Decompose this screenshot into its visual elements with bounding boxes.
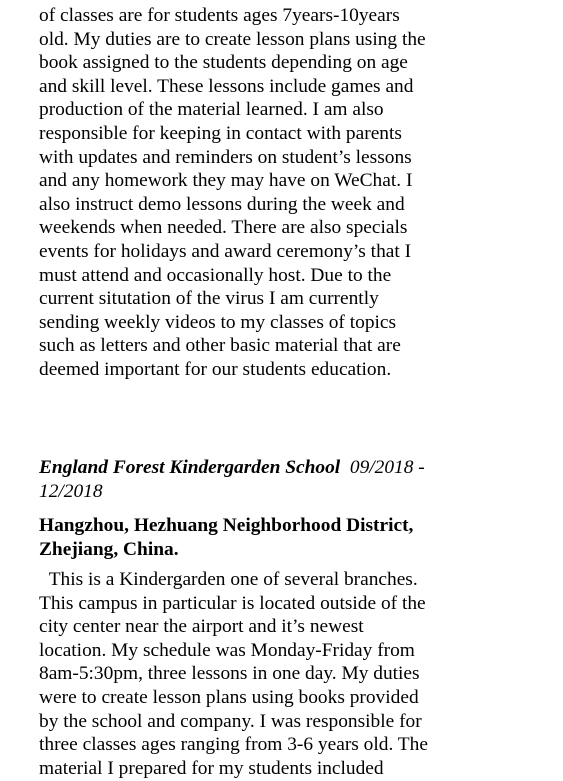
text-line: sending weekly videos to my classes of topics [39,311,397,333]
text-line: responsible for keeping in contact with parents [39,122,402,144]
text-line: and any homework they may have on WeChat. I [39,170,413,192]
text-line: with updates and reminders on student’s lessons [39,146,412,168]
text-line: production of the material learned. I am also [39,99,384,121]
text-line: of classes are for students ages 7years-10years [39,5,400,26]
text-line: also instruct demo lessons during the week and [39,193,405,215]
text-line: by the school and company. I was responsible for [39,710,422,732]
job-description-paragraph-2 [39,568,428,780]
text-line: events for holidays and award ceremony’s that I [39,240,412,262]
job-description-paragraph-1 [39,4,426,382]
text-line: weekends when needed. There are also specials [39,217,408,239]
text-line: city center near the airport and it’s newest [39,616,364,638]
job-location [39,514,413,561]
text-line: deemed important for our students education. [39,358,392,380]
text-line: three classes ages ranging from 3-6 years old. The [39,734,428,756]
text-line: current situtation of the virus I am currently [39,288,379,310]
job-heading-line-1 [39,456,425,480]
text-line: material I prepared for my students included [39,757,384,779]
text-line: and skill level. These lessons include games and [39,75,414,97]
location-line: Hangzhou, Hezhuang Neighborhood District, [39,515,414,536]
text-line: were to create lesson plans using books provided [39,686,419,708]
text-line: such as letters and other basic material that are [39,335,401,357]
school-name: England Forest Kindergarden School [39,457,341,478]
text-line: This is a Kindergarden one of several branches. [39,569,418,590]
text-line: This campus in particular is located outside of the [39,592,426,614]
text-line: 8am-5:30pm, three lessons in one day. My duties [39,663,420,685]
job-dates-start: 09/2018 - [349,457,425,478]
location-line: Zhejiang, China. [39,538,179,560]
text-line: must attend and occasionally host. Due to the [39,264,392,286]
text-line: location. My schedule was Monday-Friday from [39,639,415,661]
text-line: old. My duties are to create lesson plans using the [39,28,426,50]
job-heading [39,456,425,503]
job-dates-end: 12/2018 [39,480,103,502]
text-line: book assigned to the students depending on age [39,52,408,74]
